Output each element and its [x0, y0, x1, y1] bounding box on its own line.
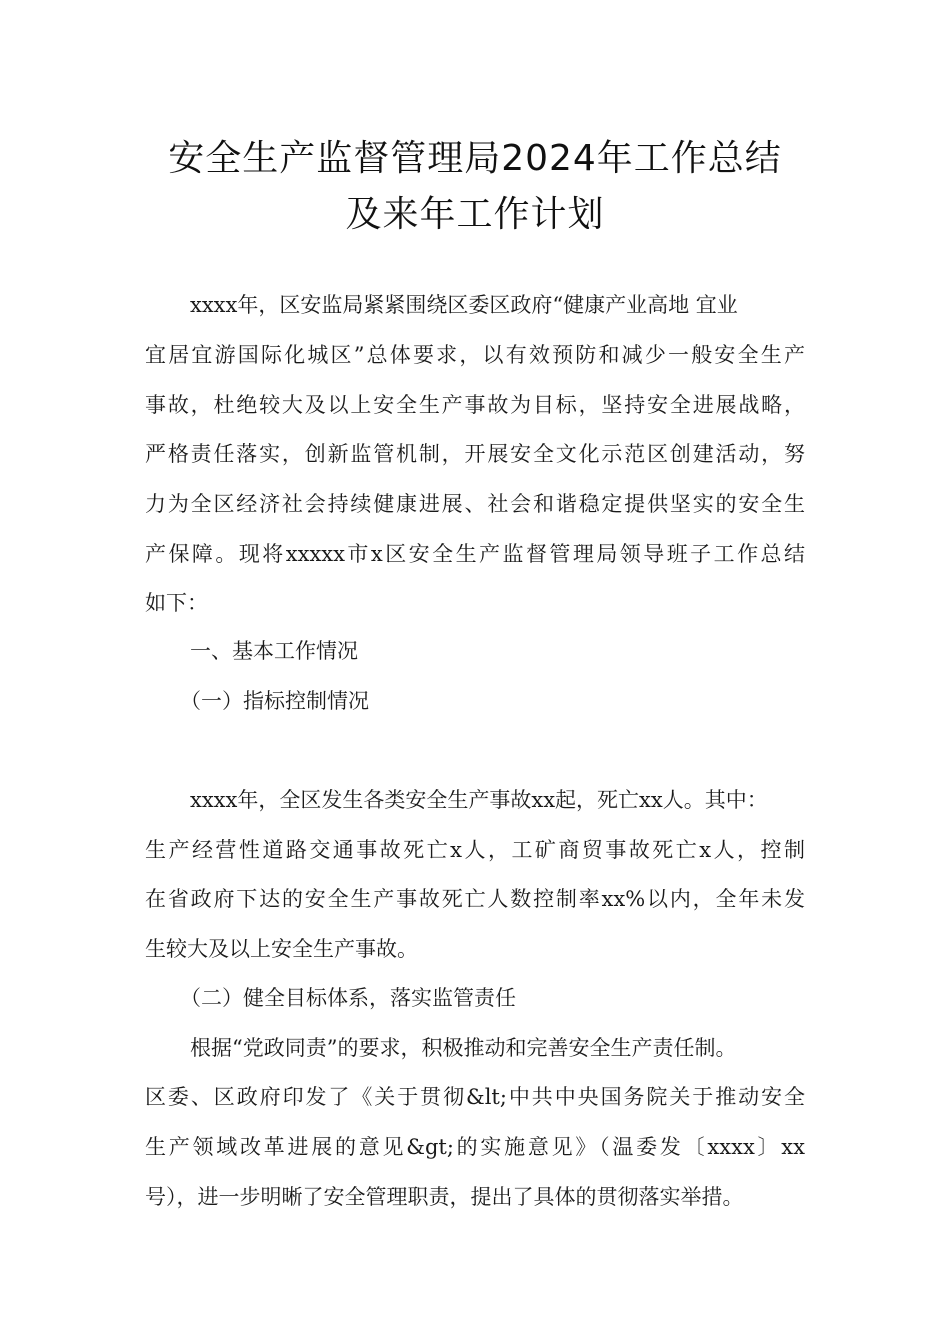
paragraph-3-line-2: 区委、区政府印发了《关于贯彻&lt;中共中央国务院关于推动安全: [145, 1085, 805, 1109]
paragraph-2-line-3: 在省政府下达的安全生产事故死亡人数控制率xx%以内，全年未发: [145, 887, 805, 911]
paragraph-2-line-1: xxxx年，全区发生各类安全生产事故xx起，死亡xx人。其中：: [190, 788, 768, 812]
paragraph-1-line-2: 宜居宜游国际化城区”总体要求，以有效预防和减少一般安全生产: [145, 343, 805, 367]
section-heading-1: 一、基本工作情况: [190, 639, 358, 663]
paragraph-2-line-2: 生产经营性道路交通事故死亡x人，工矿商贸事故死亡x人，控制: [145, 838, 805, 862]
paragraph-3-line-4: 号），进一步明晰了安全管理职责，提出了具体的贯彻落实举措。: [145, 1185, 744, 1209]
paragraph-1-line-6: 产保障。现将xxxxx市x区安全生产监督管理局领导班子工作总结: [145, 542, 805, 566]
paragraph-3-line-3: 生产领域改革进展的意见&gt;的实施意见》（温委发〔xxxx〕xx: [145, 1135, 805, 1159]
document-title-line-2: 及来年工作计划: [345, 194, 605, 235]
paragraph-1-line-3: 事故，杜绝较大及以上安全生产事故为目标，坚持安全进展战略，: [145, 393, 805, 417]
document-title-line-1: 安全生产监督管理局2024年工作总结: [168, 138, 782, 179]
subsection-heading-1: （一）指标控制情况: [180, 689, 369, 713]
paragraph-1-line-7: 如下：: [145, 591, 208, 615]
paragraph-3-line-1: 根据“党政同责”的要求，积极推动和完善安全生产责任制。: [190, 1036, 737, 1060]
paragraph-1-line-4: 严格责任落实，创新监管机制，开展安全文化示范区创建活动，努: [145, 442, 805, 466]
paragraph-1-line-5: 力为全区经济社会持续健康进展、社会和谐稳定提供坚实的安全生: [145, 492, 805, 516]
paragraph-1-line-1: xxxx年，区安监局紧紧围绕区委区政府“健康产业高地 宜业: [190, 293, 738, 317]
subsection-heading-2: （二）健全目标体系，落实监管责任: [180, 986, 516, 1010]
paragraph-2-line-4: 生较大及以上安全生产事故。: [145, 937, 418, 961]
